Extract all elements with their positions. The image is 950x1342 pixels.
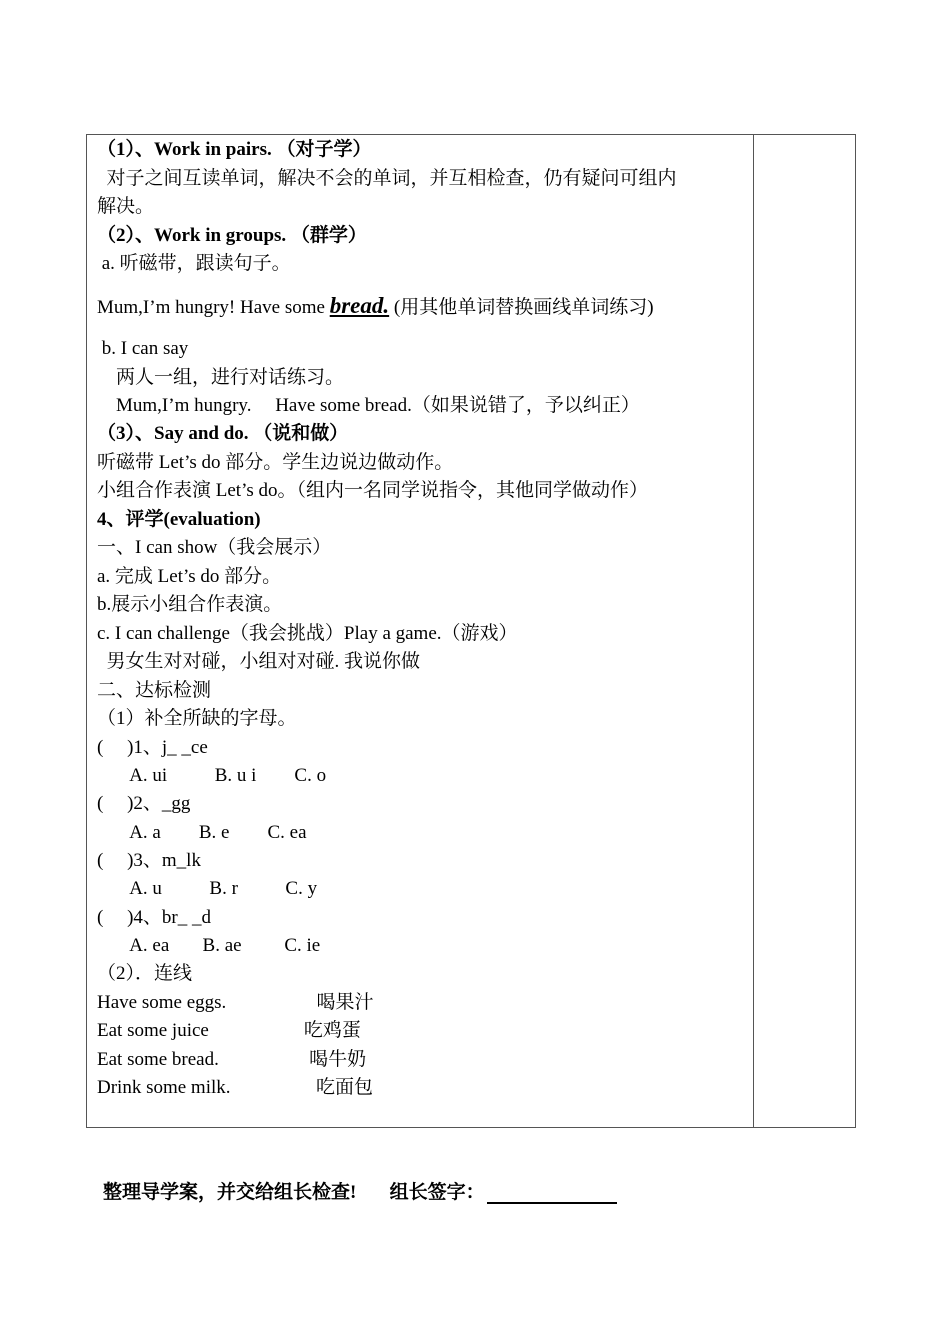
column-divider (753, 135, 754, 1127)
text-line: （1）补全所缺的字母。 (97, 708, 297, 729)
text-line: ( )3、m_lk (97, 850, 201, 871)
text-line: Mum,I’m hungry. Have some bread.（如果说错了，予以纠正） (97, 395, 640, 416)
text-line: A. a B. e C. ea (97, 822, 307, 843)
text-line: 4、评学(evaluation) (97, 509, 261, 530)
text-line: 男女生对对碰，小组对对碰. 我说你做 (97, 651, 421, 672)
text-line: c. I can challenge（我会挑战）Play a game.（游戏） (97, 623, 518, 644)
underlined-word: bread. (329, 293, 390, 318)
text-line: （2）、Work in groups. （群学） (97, 225, 367, 246)
sentence-post: (用其他单词替换画线单词练习) (389, 297, 654, 318)
footer (103, 1177, 617, 1204)
text-line: ( )4、br_ _d (97, 907, 211, 928)
text-line: b.展示小组合作表演。 (97, 594, 283, 615)
text-line: Eat some juice 吃鸡蛋 (97, 1020, 361, 1041)
text-line: Have some eggs. 喝果汁 (97, 992, 374, 1013)
text-line: A. u B. r C. y (97, 878, 318, 899)
text-line: 二、达标检测 (97, 680, 212, 701)
lesson-table (86, 134, 856, 1128)
text-line: 听磁带 Let’s do 部分。学生边说边做动作。 (97, 452, 454, 473)
text-line: （1）、Work in pairs. （对子学） (97, 139, 372, 160)
text-line: A. ui B. u i C. o (97, 765, 327, 786)
text-line: ( )2、_gg (97, 793, 191, 814)
text-line: 对子之间互读单词，解决不会的单词，并互相检查，仍有疑问可组内 (97, 168, 677, 189)
text-line: Eat some bread. 喝牛奶 (97, 1049, 367, 1070)
text-line: A. ea B. ae C. ie (97, 935, 321, 956)
text-line: ( )1、j_ _ce (97, 737, 208, 758)
sentence-pre: Mum,I’m hungry! Have some (97, 297, 330, 318)
text-line: 小组合作表演 Let’s do。（组内一名同学说指令，其他同学做动作） (97, 480, 648, 501)
text-line: a. 听磁带，跟读句子。 (97, 253, 291, 274)
text-line: a. 完成 Let’s do 部分。 (97, 566, 282, 587)
text-line: （3）、Say and do. （说和做） (97, 423, 349, 444)
text-line: 解决。 (97, 196, 155, 217)
sentence-line (97, 293, 654, 321)
footer-text: 整理导学案，并交给组长检查! 组长签字： (103, 1182, 485, 1203)
text-line: 一、I can show（我会展示） (97, 537, 332, 558)
text-line: 两人一组，进行对话练习。 (97, 367, 345, 388)
signature-line[interactable] (487, 1182, 617, 1204)
text-line: b. I can say (97, 338, 189, 359)
text-line: （2）．连线 (97, 963, 193, 984)
text-line: Drink some milk. 吃面包 (97, 1077, 374, 1098)
